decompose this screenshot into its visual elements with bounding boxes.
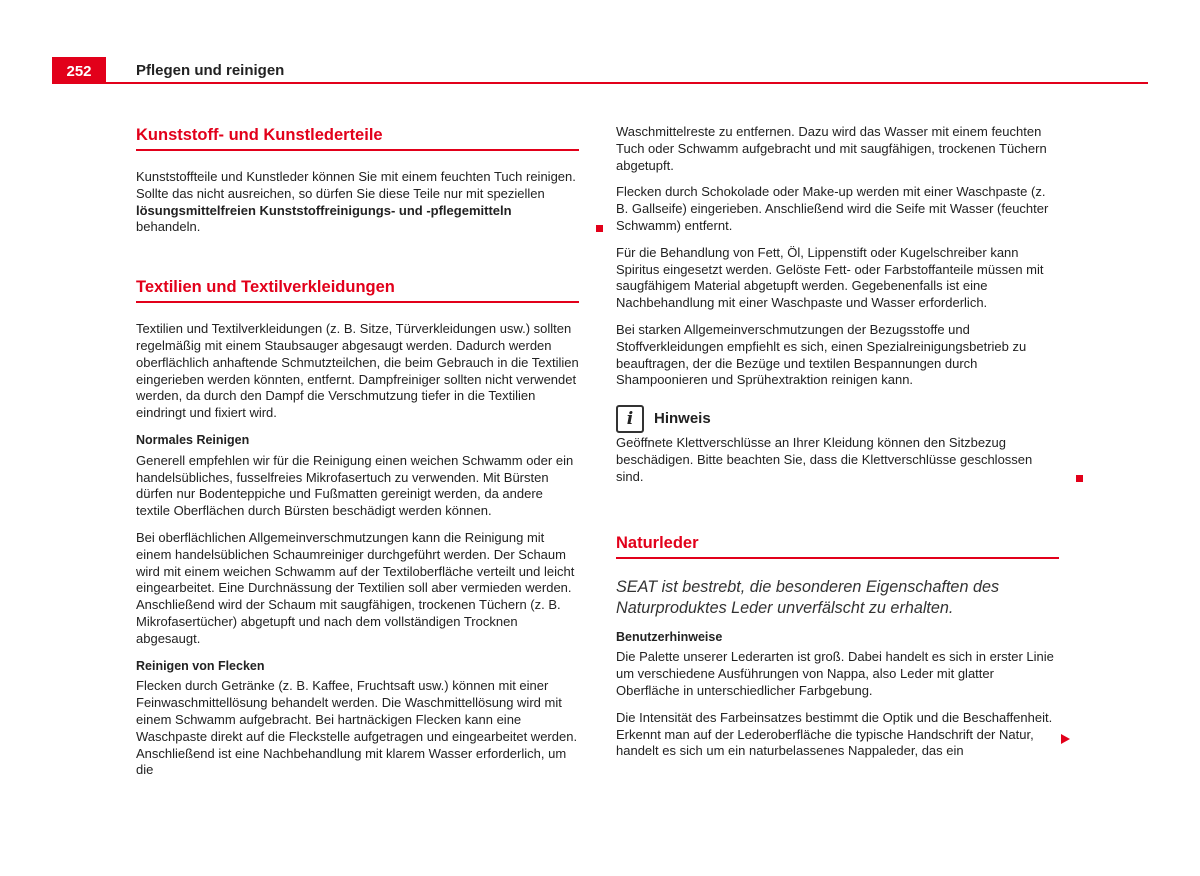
section-end-marker [596,225,603,232]
hint-title: Hinweis [654,409,711,427]
paragraph-normal-cleaning-2: Bei oberflächlichen Allgemeinverschmutzungen kann die Reinigung mit einem handelsüblichen Schaumreiniger durchgeführt werden. Der Schaum wird mit einem weichen Schwamm auf der Textiloberfläche verteilt und leicht eingearbeitet. Eine Durchnässung der Textilien soll aber vermieden werden. Anschließend wird der Schaum mit saugfähigen, trockenen Tüchern (z. B. Mikrofasertücher) abgetupft und nach dem vollständigen Trocknen abgesaugt. [136,529,575,646]
section-heading-plastics: Kunststoff- und Kunstlederteile [136,124,579,151]
section-heading-leather: Naturleder [616,532,1059,559]
left-column [136,124,579,789]
page-number: 252 [52,57,106,84]
hint-text-run: Geöffnete Klettverschlüsse an Ihrer Kleidung können den Sitzbezug beschädigen. Bitte beachten Sie, dass die Klettverschlüsse geschlossen sind. [616,435,1033,484]
continue-arrow-icon [1061,734,1070,744]
text-run: Kunststoffteile und Kunstleder können Sie mit einem feuchten Tuch reinigen. Sollte das nicht ausreichen, so dürfen Sie diese Teile nur mit speziellen [136,169,576,201]
paragraph-heavy-soiling: Bei starken Allgemeinverschmutzungen der Bezugsstoffe und Stoffverkleidungen empfiehlt es sich, einen Spezialreinigungsbetrieb zu beauftragen, der die Bezüge und textilen Bespannungen durch Shampoonieren und Sprühextraktion reinigen kann. [616,321,1027,388]
hint-header [616,405,1059,433]
info-icon: i [616,405,644,433]
paragraph-normal-cleaning-1: Generell empfehlen wir für die Reinigung einen weichen Schwamm oder ein handelsübliches, fusselfreies Mikrofasertuch zu verwenden. Mit Bürsten dürfen nur Bodenteppiche und Fußmatten gereinigt werden, da andere textile Oberflächen durch Bürsten beschädigt werden können. [136,452,574,519]
right-column [616,124,1059,770]
subheading-normal-cleaning: Normales Reinigen [136,432,250,447]
paragraph-leather-color: Die Intensität des Farbeinsatzes bestimmt die Optik und die Beschaffenheit. Erkennt man auf der Lederoberfläche die typische Handschrift der Natur, handelt es sich um ein naturbelassenes Nappaleder, das ein [616,709,1053,759]
paragraph-textiles-intro: Textilien und Textilverkleidungen (z. B. Sitze, Türverkleidungen usw.) sollten regelmäßig mit einem Staubsauger abgesaugt werden. Dadurch werden oberflächlich anhaftende Schmutzteilchen, die beim Gebrauch in die Textilien eingerieben werden könnten, entfernt. Dampfreiniger sollten nicht verwendet werden, da durch den Dampf die Verschmutzung tiefer in die Textilien eindringt und fixiert wird. [136,321,579,421]
subheading-user-notes: Benutzerhinweise [616,629,723,644]
hint-end-marker [1076,475,1083,482]
paragraph-detergent-residue: Waschmittelreste zu entfernen. Dazu wird das Wasser mit einem feuchten Tuch oder Schwamm aufgebracht und mit saugfähigen, trockenen Tüchern abgetupft. [616,124,1047,173]
paragraph-chocolate-makeup: Flecken durch Schokolade oder Make-up werden mit einer Waschpaste (z. B. Gallseife) eingerieben. Anschließend wird die Seife mit Wasser (feuchter Schwamm) entfernt. [616,184,1049,233]
text-run: behandeln. [136,219,201,235]
header-rule [52,82,1148,84]
bold-text-run: lösungsmittelfreien Kunststoffreinigungs- und -pflegemitteln [136,202,512,218]
chapter-title: Pflegen und reinigen [136,62,285,79]
section-heading-textiles: Textilien und Textilverkleidungen [136,276,579,303]
subheading-stain-removal: Reinigen von Flecken [136,658,265,673]
paragraph-grease-oil: Für die Behandlung von Fett, Öl, Lippenstift oder Kugelschreiber kann Spiritus eingesetzt werden. Gelöste Fett- oder Farbstoffanteile müssen mit saugfähigem Material abgetupft werden. Gegebenenfalls ist eine Nachbehandlung mit einer Waschpaste und Wasser erforderlich. [616,244,1044,311]
paragraph-stain-removal: Flecken durch Getränke (z. B. Kaffee, Fruchtsaft usw.) können mit einer Feinwaschmittellösung behandelt werden. Die Waschmittellösung wird mit einem Schwamm aufgebracht. Bei hartnäckigen Flecken kann eine Waschpaste direkt auf die Fleckstelle aufgetragen und eingearbeitet werden. Anschließend ist eine Nachbehandlung mit klarem Wasser erforderlich, um die [136,678,578,778]
paragraph-plastics [136,169,579,236]
paragraph-leather-types: Die Palette unserer Lederarten ist groß. Dabei handelt es sich in erster Linie um verschiedene Ausführungen von Nappa, also Leder mit glatter Oberfläche in unterschiedlicher Farbgebung. [616,649,1054,698]
hint-text [616,435,1059,485]
leather-lead-text: SEAT ist bestrebt, die besonderen Eigenschaften des Naturproduktes Leder unverfälscht zu erhalten. [616,577,1000,617]
